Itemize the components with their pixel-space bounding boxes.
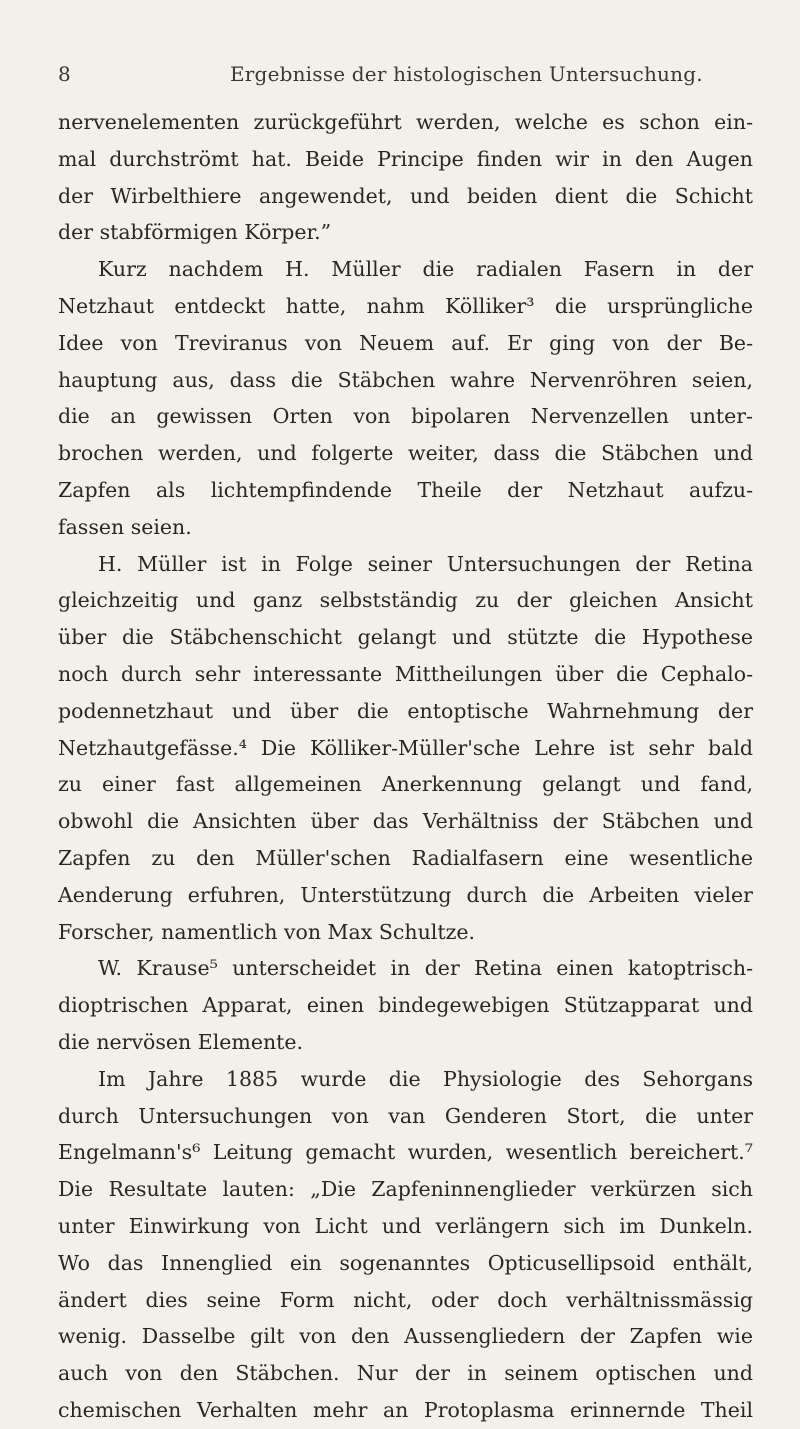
text-line: W. Krause⁵ unterscheidet in der Retina einen katoptrisch- bbox=[98, 956, 753, 981]
text-line: die nervösen Elemente. bbox=[58, 1029, 304, 1054]
text-line: Engelmann's⁶ Leitung gemacht wurden, wesentlich bereichert.⁷ bbox=[58, 1140, 753, 1165]
text-line: Im Jahre 1885 wurde die Physiologie des Sehorgans bbox=[98, 1066, 753, 1091]
text-line: nervenelementen zurückgeführt werden, welche es schon ein- bbox=[58, 110, 753, 134]
text-line: Netzhautgefässe.⁴ Die Kölliker-Müller'sche Lehre ist sehr bald bbox=[58, 735, 753, 760]
text-line: wenig. Dasselbe gilt von den Aussengliedern der Zapfen wie bbox=[58, 1324, 753, 1349]
text-line: dioptrischen Apparat, einen bindegewebigen Stützapparat und bbox=[58, 993, 753, 1018]
text-line: obwohl die Ansichten über das Verhältniss der Stäbchen und bbox=[58, 809, 753, 834]
text-line: podennetzhaut und über die entoptische Wahrnehmung der bbox=[58, 698, 753, 723]
text-line: brochen werden, und folgerte weiter, dass die Stäbchen und bbox=[58, 441, 753, 466]
page-number: 8 bbox=[58, 62, 71, 86]
text-line: die an gewissen Orten von bipolaren Nervenzellen unter- bbox=[58, 404, 753, 429]
text-line: Die Resultate lauten: „Die Zapfeninnenglieder verkürzen sich bbox=[58, 1177, 753, 1202]
text-line: ändert dies seine Form nicht, oder doch verhältnissmässig bbox=[58, 1287, 753, 1312]
text-line: hauptung aus, dass die Stäbchen wahre Nervenröhren seien, bbox=[58, 367, 753, 392]
text-line: Wo das Innenglied ein sogenanntes Opticusellipsoid enthält, bbox=[58, 1250, 753, 1275]
text-line: Idee von Treviranus von Neuem auf. Er ging von der Be- bbox=[58, 330, 753, 355]
body-text bbox=[58, 104, 753, 1429]
text-line: Forscher, namentlich von Max Schultze. bbox=[58, 919, 476, 944]
text-line: Kurz nachdem H. Müller die radialen Fasern in der bbox=[98, 257, 753, 282]
text-line: durch Untersuchungen von van Genderen Stort, die unter bbox=[58, 1103, 753, 1128]
text-line: unter Einwirkung von Licht und verlängern sich im Dunkeln. bbox=[58, 1213, 753, 1238]
text-line: fassen seien. bbox=[58, 514, 192, 539]
text-line: mal durchströmt hat. Beide Principe finden wir in den Augen bbox=[58, 146, 753, 171]
text-line: auch von den Stäbchen. Nur der in seinem optischen und bbox=[58, 1361, 753, 1386]
text-line: über die Stäbchenschicht gelangt und stützte die Hypothese bbox=[58, 625, 753, 650]
text-line: der stabförmigen Körper.” bbox=[58, 220, 332, 245]
text-line: chemischen Verhalten mehr an Protoplasma erinnernde Theil bbox=[58, 1397, 753, 1422]
text-line: Aenderung erfuhren, Unterstützung durch die Arbeiten vieler bbox=[58, 882, 753, 907]
text-line: gleichzeitig und ganz selbstständig zu der gleichen Ansicht bbox=[58, 588, 753, 613]
text-line: Zapfen als lichtempfindende Theile der Netzhaut aufzu- bbox=[58, 477, 753, 502]
page-header bbox=[58, 62, 740, 92]
text-line: noch durch sehr interessante Mittheilungen über die Cephalo- bbox=[58, 661, 753, 686]
text-line: Zapfen zu den Müller'schen Radialfasern eine wesentliche bbox=[58, 845, 753, 870]
text-line: Netzhaut entdeckt hatte, nahm Kölliker³ die ursprüngliche bbox=[58, 293, 753, 318]
text-line: zu einer fast allgemeinen Anerkennung gelangt und fand, bbox=[58, 772, 753, 797]
text-line: der Wirbelthiere angewendet, und beiden dient die Schicht bbox=[58, 183, 753, 208]
text-line: H. Müller ist in Folge seiner Untersuchungen der Retina bbox=[98, 551, 753, 576]
running-head: Ergebnisse der histologischen Untersuchung. bbox=[230, 62, 703, 86]
